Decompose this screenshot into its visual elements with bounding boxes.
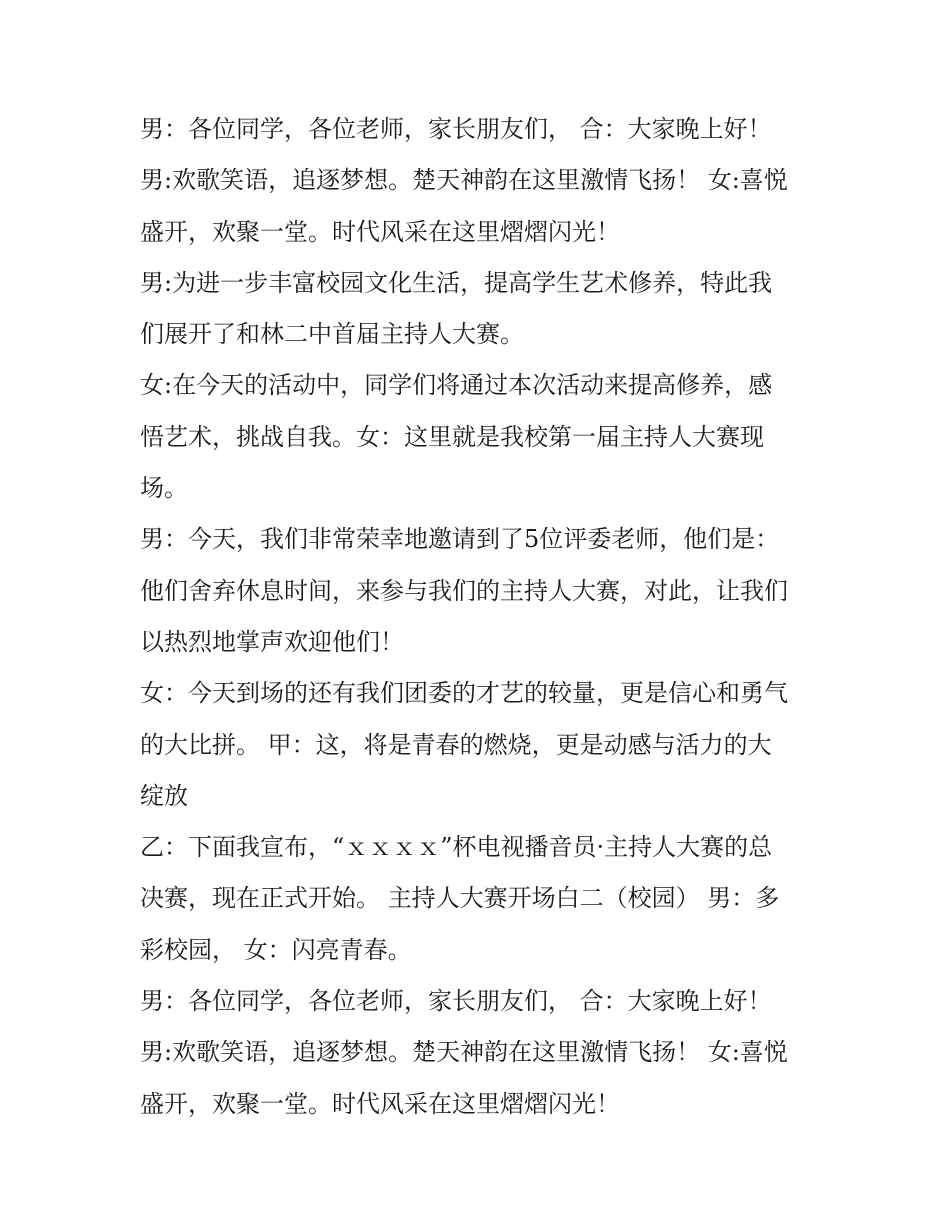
text-line-16: 决赛，现在正式开始。 主持人大赛开场白二（校园） 男：多: [140, 884, 780, 913]
text-line-3: 盛开，欢聚一堂。时代风采在这里熠熠闪光！: [140, 217, 620, 246]
text-line-1: 男：各位同学，各位老师，家长朋友们， 合：大家晚上好！: [140, 115, 772, 143]
text-line-13: 的大比拼。 甲：这，将是青春的燃烧，更是动感与活力的大: [140, 730, 772, 759]
text-line-17: 彩校园， 女：闪亮青春。: [140, 935, 412, 964]
document-body: [140, 104, 820, 1130]
text-line-7: 悟艺术，挑战自我。女：这里就是我校第一届主持人大赛现: [140, 422, 764, 451]
text-line-11: 以热烈地掌声欢迎他们！: [140, 627, 404, 656]
text-line-20: 盛开，欢聚一堂。时代风采在这里熠熠闪光！: [140, 1089, 620, 1118]
text-line-10: 他们舍弃休息时间，来参与我们的主持人大赛，对此，让我们: [140, 576, 788, 605]
text-line-14: 绽放: [140, 781, 188, 810]
text-line-5: 们展开了和林二中首届主持人大赛。: [140, 320, 524, 349]
text-line-2: 男:欢歌笑语，追逐梦想。楚天神韵在这里激情飞扬！ 女:喜悦: [140, 166, 788, 195]
text-line-19: 男:欢歌笑语，追逐梦想。楚天神韵在这里激情飞扬！ 女:喜悦: [140, 1038, 788, 1067]
text-line-18: 男：各位同学，各位老师，家长朋友们， 合：大家晚上好！: [140, 987, 772, 1016]
text-line-4: 男:为进一步丰富校园文化生活，提高学生艺术修养，特此我: [140, 268, 773, 297]
text-line-9: 男：今天，我们非常荣幸地邀请到了5位评委老师，他们是：: [140, 525, 780, 554]
text-line-12: 女：今天到场的还有我们团委的才艺的较量，更是信心和勇气: [140, 679, 788, 708]
text-line-8: 场。: [140, 474, 188, 503]
text-line-6: 女:在今天的活动中，同学们将通过本次活动来提高修养，感: [140, 371, 773, 400]
text-line-15: 乙：下面我宣布，“ｘｘｘｘ”杯电视播音员·主持人大赛的总: [140, 833, 773, 862]
